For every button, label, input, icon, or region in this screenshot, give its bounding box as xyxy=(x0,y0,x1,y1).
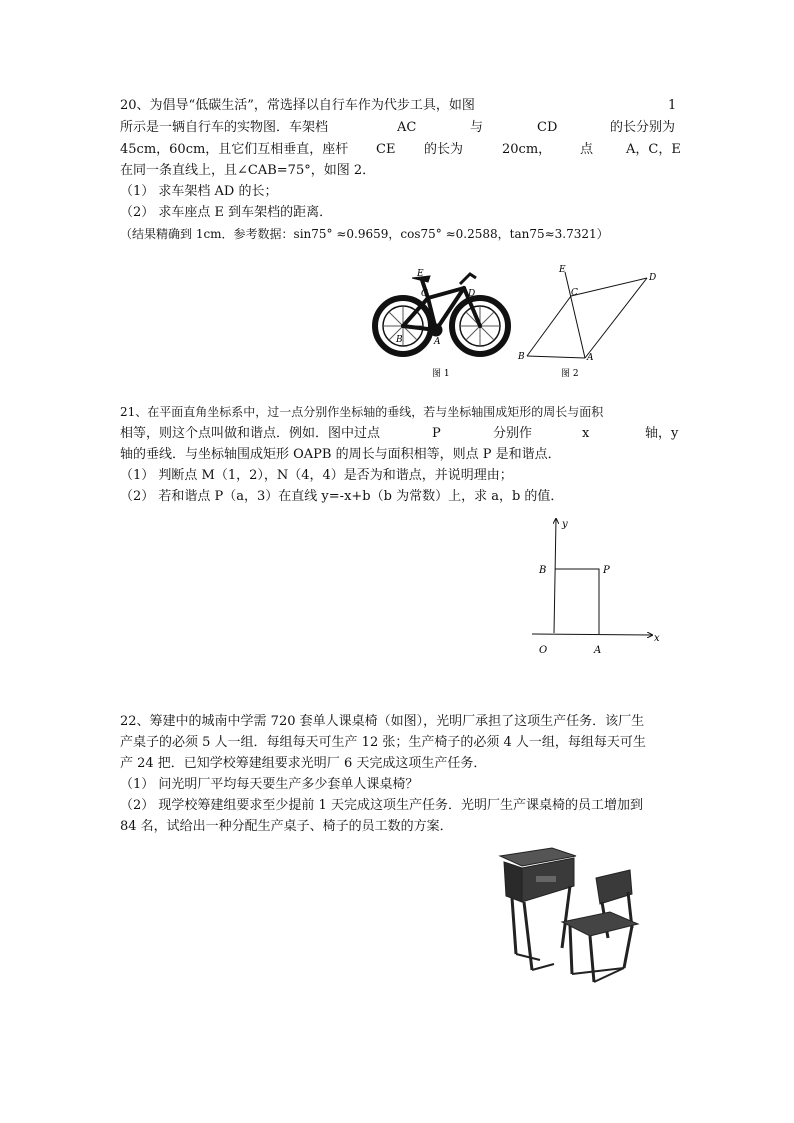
q20-figure-number: 1 xyxy=(668,98,677,113)
bike-label-d: D xyxy=(468,289,476,299)
q21-sub-1: （1） 判断点 M（1，2），N（4，4）是否为和谐点，并说明理由； xyxy=(120,468,513,483)
q20-line-1: 20、为倡导“低碳生活”，常选择以自行车作为代步工具，如图 xyxy=(120,98,475,113)
q20-sub-1: （1） 求车架档 AD 的长； xyxy=(120,184,278,199)
fig2-label-e: E xyxy=(559,265,566,275)
q21-line-2-x: x xyxy=(582,426,590,441)
q20-line-2: 所示是一辆自行车的实物图．车架档 xyxy=(120,120,329,135)
q20-line-2-ac: AC xyxy=(397,120,417,135)
graph-label-a: A xyxy=(594,645,602,656)
y-axis xyxy=(554,519,556,633)
q20-line-2-and: 与 xyxy=(470,120,484,135)
geometry-figure-2 xyxy=(515,262,665,380)
q20-line-3-points: A，C，E xyxy=(626,142,681,157)
graph-label-p: P xyxy=(603,565,610,576)
x-axis xyxy=(532,634,652,635)
q22-line-1: 22、筹建中的城南中学需 720 套单人课桌椅（如图），光明厂承担了这项生产任务．该厂生 xyxy=(120,714,645,729)
graph-label-b: B xyxy=(539,565,547,576)
q22-sub-3: 84 名，试给出一种分配生产桌子、椅子的员工数的方案． xyxy=(120,819,453,834)
q21-line-2-axis: 轴，y xyxy=(645,426,679,441)
q22-sub-2: （2） 现学校筹建组要求至少提前 1 天完成这项生产任务．光明厂生产课桌椅的员工增加到 xyxy=(120,798,643,813)
figure-2-caption: 图 2 xyxy=(561,369,579,379)
fig2-label-b: B xyxy=(518,352,525,362)
q21-line-2-each: 分别作 xyxy=(493,426,533,441)
figure-1-caption: 图 1 xyxy=(432,369,450,379)
q21-line-2: 相等，则这个点叫做和谐点．例如．图中过点 xyxy=(120,426,381,441)
bike-label-b: B xyxy=(396,335,403,345)
coordinate-graph xyxy=(530,515,670,665)
bike-label-c: C xyxy=(421,289,428,299)
q22-sub-1: （1） 问光明厂平均每天要生产多少套单人课桌椅？ xyxy=(120,777,419,792)
q20-line-3-length: 的长为 xyxy=(424,142,464,157)
q20-note: （结果精确到 1cm．参考数据：sin75° ≈0.9659，cos75° ≈0.2588，tan75≈3.7321） xyxy=(120,227,609,241)
bike-label-e: E xyxy=(417,269,424,279)
q20-line-2-end: 的长分别为 xyxy=(610,120,676,135)
q20-line-3: 45cm，60cm，且它们互相垂直，座杆 xyxy=(120,142,349,157)
q20-line-3-ce: CE xyxy=(376,142,396,157)
graph-label-x: x xyxy=(654,633,660,644)
q20-sub-2: （2） 求车座点 E 到车架档的距离． xyxy=(120,205,333,220)
bicycle-figure xyxy=(370,262,515,380)
q20-line-3-point: 点 xyxy=(580,142,594,157)
q20-line-3-value: 20cm， xyxy=(502,142,552,157)
graph-label-y: y xyxy=(562,519,568,530)
q21-line-2-p: P xyxy=(432,426,441,441)
q22-line-2: 产桌子的必须 5 人一组．每组每天可生产 12 张；生产椅子的必须 4 人一组，每组每天可生 xyxy=(120,735,646,750)
q22-line-3: 产 24 把．已知学校筹建组要求光明厂 6 天完成这项生产任务． xyxy=(120,756,487,771)
fig2-label-a: A xyxy=(587,353,594,363)
q21-line-1: 21、在平面直角坐标系中，过一点分别作坐标轴的垂线，若与坐标轴围成矩形的周长与面积 xyxy=(120,405,604,419)
fig2-label-c: C xyxy=(571,288,578,298)
q20-line-4: 在同一条直线上，且∠CAB=75°，如图 2． xyxy=(120,163,376,178)
fig2-label-d: D xyxy=(649,273,657,283)
rectangle-oapb xyxy=(555,569,599,634)
q20-line-2-cd: CD xyxy=(537,120,558,135)
q21-sub-2: （2） 若和谐点 P（a，3）在直线 y=-x+b（b 为常数）上，求 a，b 的值． xyxy=(120,489,564,504)
bike-label-a: A xyxy=(434,337,441,347)
desk-chair-figure xyxy=(492,842,642,990)
graph-label-o: O xyxy=(539,645,548,656)
q21-line-3: 轴的垂线．与坐标轴围成矩形 OAPB 的周长与面积相等，则点 P 是和谐点． xyxy=(120,447,561,462)
